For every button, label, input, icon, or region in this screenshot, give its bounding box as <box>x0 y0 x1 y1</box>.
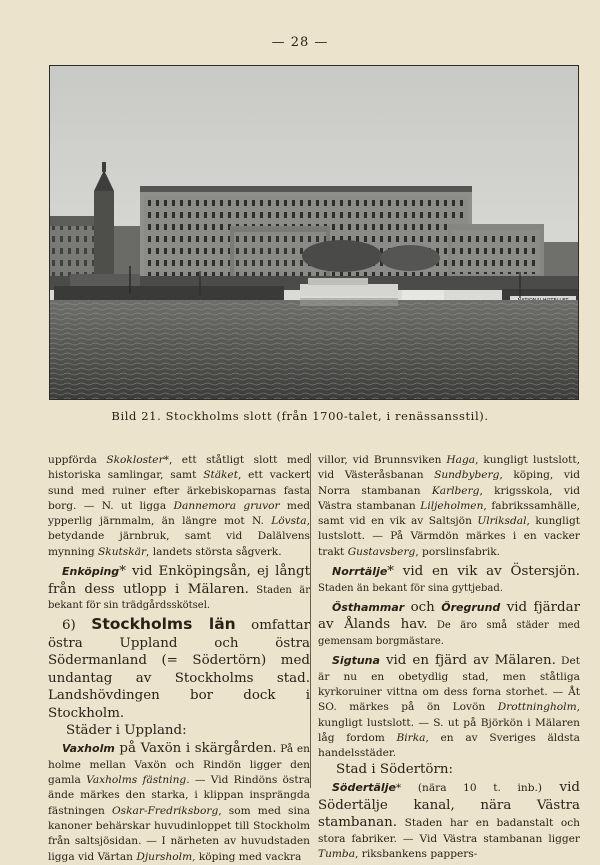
text: , krigsskola, vid Västra stambanan <box>318 484 580 512</box>
paragraph-sigtuna <box>318 652 580 761</box>
text: , riksbankens pappers- <box>355 848 478 861</box>
text: , fabrikssamhälle, samt vid en vik av Saltsjön <box>318 499 580 528</box>
text: och <box>404 599 442 615</box>
paragraph-norrtalje <box>318 563 580 596</box>
paragraph-stockholms-lan <box>48 616 310 722</box>
place-name: Gustavsberg <box>347 545 416 558</box>
city-name: Öregrund <box>441 600 501 614</box>
right-column <box>318 453 580 863</box>
text: , ett vackert sund med ruiner efter ärkebiskoparnas fasta borg. — N. ut ligga <box>48 469 310 512</box>
text: , betydande järnbruk, samt vid Dalälvens mynning <box>48 515 310 558</box>
place-name: Ulriksdal <box>477 515 527 528</box>
text: Staden är bekant för sin trädgårdsskötsel. <box>48 584 310 612</box>
place-name: Oskar-Fredriksborg <box>111 804 219 817</box>
text: Staden än bekant för sina gyttjebad. <box>318 582 503 594</box>
text: , kungligt lustslott. — På Värmdön märkes i en vacker trakt <box>318 515 580 558</box>
text: 6) <box>62 618 92 634</box>
place-name: Karlberg <box>431 484 480 497</box>
city-name: Södertälje <box>332 781 396 795</box>
place-name: Skokloster <box>106 454 164 466</box>
text: På en holme mellan Vaxön och Rindön ligger den gamla <box>48 743 310 787</box>
place-name: Drottningholm <box>497 701 577 714</box>
text: vid Södertälje kanal, nära Västra stambanan. <box>318 780 580 831</box>
place-name: Birka <box>396 731 426 744</box>
place-name: Sundbyberg <box>434 469 500 482</box>
place-name: Dannemora gruvor <box>173 499 280 512</box>
place-name: Haga <box>446 454 476 466</box>
paragraph-sodertalje <box>318 779 580 862</box>
text: * vid Enköpingsån, ej långt från dess utlopp i Mälaren. <box>48 564 310 597</box>
place-name: Vaxholms fästning <box>86 774 187 787</box>
text: Staden har en badanstalt och stora fabriker. — Vid Västra stambanan ligger <box>318 817 580 845</box>
place-name: Djursholm <box>136 850 193 863</box>
paragraph-haga <box>318 453 580 560</box>
city-name: Norrtälje <box>332 565 388 579</box>
text: på Vaxön i skärgården. <box>114 741 277 757</box>
text: , kungligt lustslott, vid Västeråsbanan <box>318 454 580 482</box>
place-name: Lövsta <box>271 515 307 528</box>
text: *, ett ståtligt slott med historiska samlingar, samt <box>48 454 310 482</box>
text: villor, vid Brunnsviken <box>318 454 447 466</box>
left-column <box>48 453 310 865</box>
text: * (nära 10 t. inb.) <box>395 782 543 795</box>
text: De äro små städer med gemensam borgmästare. <box>318 620 580 647</box>
place-name: Stäket <box>203 469 238 482</box>
text: Det är nu en obetydlig stad, men ståtliga kyrkoruiner vittna om dess forna storhet. — Åt SO. märkes på ön Lovön <box>318 655 581 714</box>
stockholm-palace-photo <box>49 65 579 400</box>
paragraph-enkoping <box>48 563 310 613</box>
city-name: Östhammar <box>332 600 405 614</box>
text: , som med sina kanoner behärskar huvudinloppet till Stockholm från saltsjösidan. — I närheten av huvudstaden ligga vid Värtan <box>48 804 310 863</box>
text: uppförda <box>48 454 107 466</box>
text: med ypperlig järnmalm, än längre mot N. <box>48 499 310 528</box>
paragraph-osthammar <box>318 599 580 649</box>
text: , en av Sveriges äldsta handelsstäder. <box>318 731 580 760</box>
text: , kungligt lustslott. — S. ut på Björkön i Mälaren låg fordom <box>318 701 580 744</box>
text: omfattar östra Uppland och östra Södermanland (= Södertörn) med undantag av Stockholms stad. Landshövdingen bor dock i Stockholm. <box>48 618 310 721</box>
text: , landets största sågverk. <box>146 545 282 558</box>
place-name: Tumba <box>318 848 356 861</box>
text: , köping, vid Norra stambanan <box>318 469 580 497</box>
paragraph-skokloster <box>48 453 310 560</box>
heading-uppland: Städer i Uppland: <box>66 723 187 739</box>
paragraph-vaxholm <box>48 740 310 865</box>
text: , porslinsfabrik. <box>415 545 501 558</box>
page-number: — 28 — <box>271 35 329 50</box>
section-title: Stockholms län <box>91 615 236 634</box>
text: , köping med vackra <box>192 850 302 863</box>
city-name: Sigtuna <box>332 654 380 668</box>
text: vid fjärdar av Ålands hav. <box>318 599 580 633</box>
column-divider <box>310 453 311 788</box>
place-name: Liljeholmen <box>420 499 484 512</box>
heading-sodertorn: Stad i Södertörn: <box>336 762 454 778</box>
city-name: Vaxholm <box>62 742 115 756</box>
figure-caption: Bild 21. Stockholms slott (från 1700-talet, i renässansstil). <box>111 409 489 423</box>
text: vid en fjärd av Mälaren. <box>379 653 556 669</box>
text: . — Vid Rindöns östra ände märkes den starka, i klippan insprängda fästningen <box>48 774 311 817</box>
place-name: Skutskär <box>98 545 147 558</box>
text: * vid en vik av Östersjön. <box>387 564 580 580</box>
city-name: Enköping <box>62 565 120 579</box>
